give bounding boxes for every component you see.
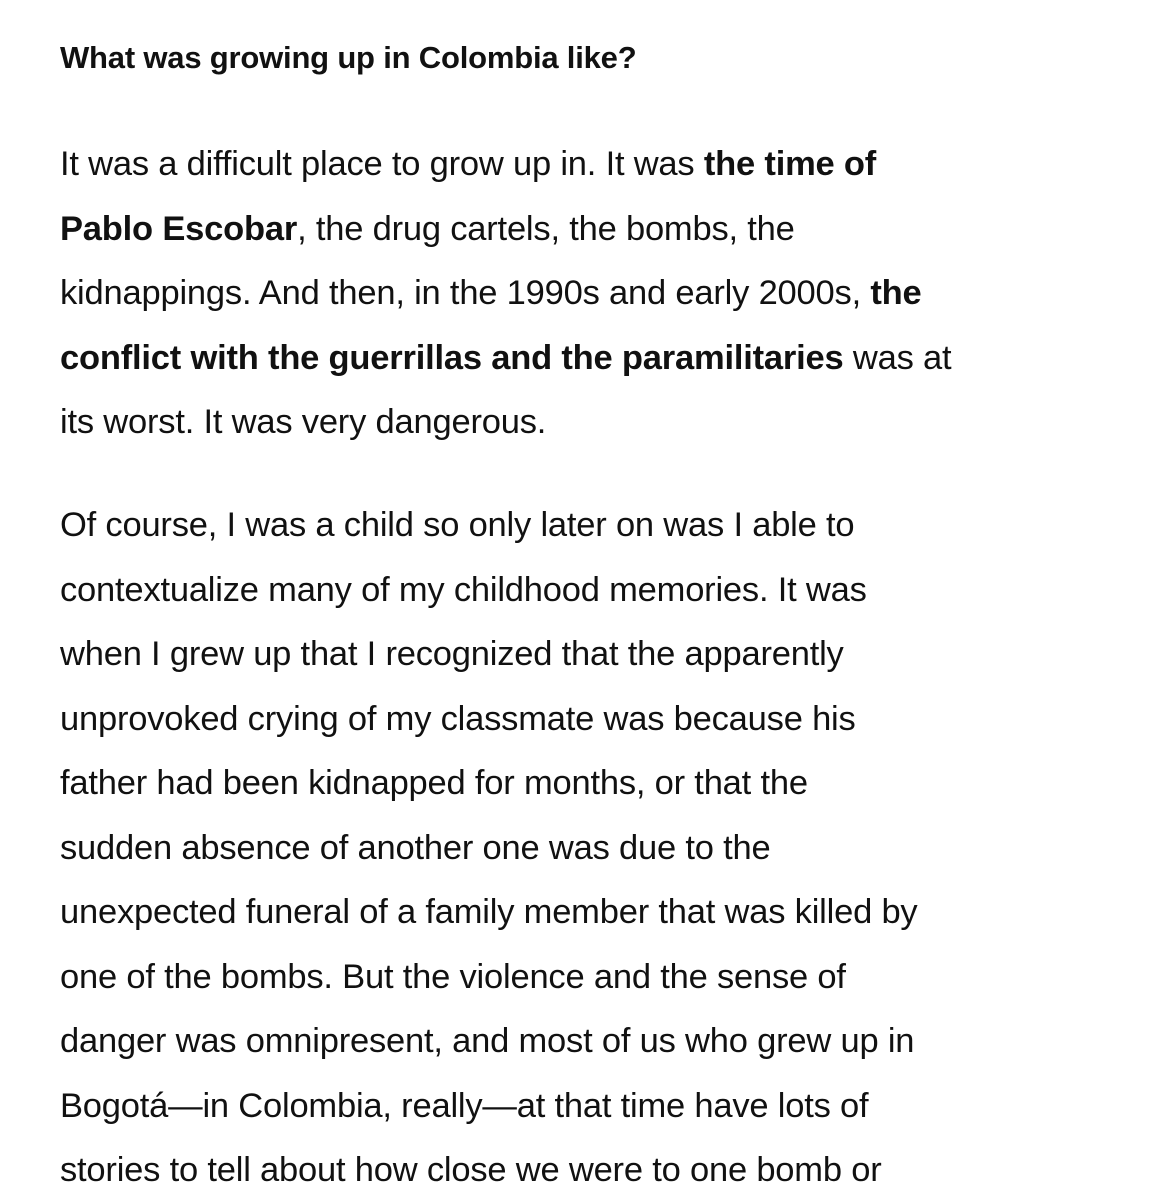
emphasis-text: the: [870, 274, 922, 312]
paragraph-line: [60, 390, 546, 455]
paragraph-line: stories to tell about how close we were to one bomb or: [60, 1151, 882, 1189]
paragraph-line: father had been kidnapped for months, or that the: [60, 764, 808, 802]
paragraph-line: Bogotá—in Colombia, really—at that time have lots of: [60, 1086, 869, 1125]
emphasis-text: Pablo Escobar: [60, 209, 298, 248]
paragraph-line: [60, 197, 795, 262]
paragraph-line: unexpected funeral of a family member that was killed by: [60, 893, 918, 931]
emphasis-text: conflict with the guerrillas and the paramilitaries: [60, 338, 844, 377]
paragraph-line: contextualize many of my childhood memories. It was: [60, 570, 867, 609]
paragraph-line: when I grew up that I recognized that the apparently: [60, 635, 844, 673]
line-text: , the drug cartels, the bombs, the: [297, 209, 795, 248]
paragraph-line: [60, 132, 876, 197]
paragraph-line: sudden absence of another one was due to the: [60, 828, 771, 867]
line-text: kidnappings. And then, in the 1990s and early 2000s,: [60, 274, 871, 312]
paragraph-line: [60, 326, 951, 391]
paragraph-line: unprovoked crying of my classmate was because his: [60, 699, 856, 738]
paragraph-line: danger was omnipresent, and most of us who grew up in: [60, 1022, 915, 1060]
line-text: its worst. It was very dangerous.: [60, 403, 547, 441]
interview-question: What was growing up in Colombia like?: [60, 40, 637, 75]
line-text: It was a difficult place to grow up in. It was: [60, 145, 704, 183]
answer-paragraph-1: [60, 132, 951, 455]
paragraph-line: Of course, I was a child so only later on was I able to: [60, 506, 855, 544]
emphasis-text: the time of: [703, 145, 877, 183]
paragraph-line: one of the bombs. But the violence and the sense of: [60, 957, 846, 996]
answer-paragraph-2: [60, 493, 917, 1200]
line-text: was at: [843, 338, 952, 377]
paragraph-line: [60, 261, 922, 326]
